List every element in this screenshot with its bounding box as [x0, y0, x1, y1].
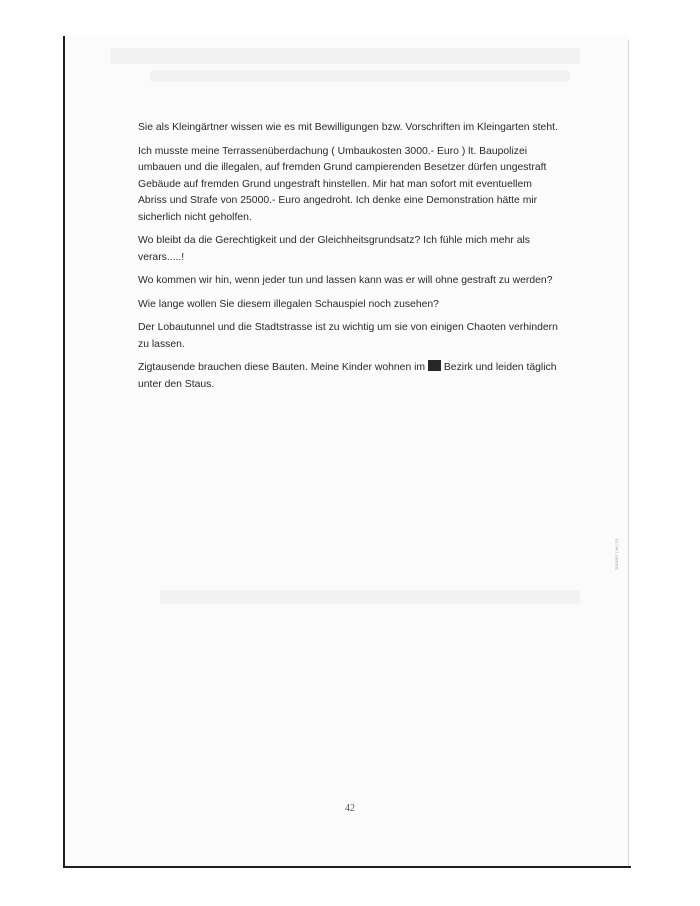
- paragraph: Wie lange wollen Sie diesem illegalen Schauspiel noch zusehen?: [138, 298, 439, 310]
- paragraph-with-redaction: [138, 360, 562, 393]
- paragraph: Wo bleibt da die Gerechtigkeit und der Gleichheitsgrundsatz? Ich fühle mich mehr als verars.....!: [138, 235, 530, 263]
- letter-body: [138, 120, 562, 400]
- paragraph: Sie als Kleingärtner wissen wie es mit Bewilligungen bzw. Vorschriften im Kleingarten steht.: [138, 122, 558, 133]
- paragraph: Wo kommen wir hin, wenn jeder tun und lassen kann was er will ohne gestraft zu werden?: [138, 275, 553, 286]
- scan-edge-bottom: [63, 866, 631, 868]
- paragraph: Ich musste meine Terrassenüberdachung ( Umbaukosten 3000.- Euro ) lt. Baupolizei umbauen und die illegalen, auf fremden Grund campierenden Besetzer dürfen ungestraft Gebäude auf fremden Grund ungestraft hinstellen. Mir hat man sofort mit eventuellem Abriss und Strafe von 25000.- Euro angedroht. Ich denke eine Demonstration hätte mir sicherlich nicht geholfen.: [138, 145, 547, 223]
- scan-ghost-mark: [160, 590, 580, 604]
- scan-edge-left: [63, 36, 65, 868]
- paragraph-text-after-redaction: Bezirk und leiden täglich unter den Staus.: [138, 362, 557, 390]
- side-stamp: 2019007 | 34 | 23: [614, 539, 619, 570]
- paragraph-text-before-redaction: Zigtausende brauchen diese Bauten. Meine Kinder wohnen im: [138, 362, 428, 373]
- scan-edge-right: [628, 40, 629, 866]
- redaction-block: [428, 360, 441, 371]
- paragraph: Der Lobautunnel und die Stadtstrasse ist zu wichtig um sie von einigen Chaoten verhindern zu lassen.: [138, 322, 558, 350]
- scan-ghost-mark: [150, 70, 570, 82]
- page-number: 42: [345, 803, 355, 814]
- scan-ghost-mark: [110, 48, 580, 64]
